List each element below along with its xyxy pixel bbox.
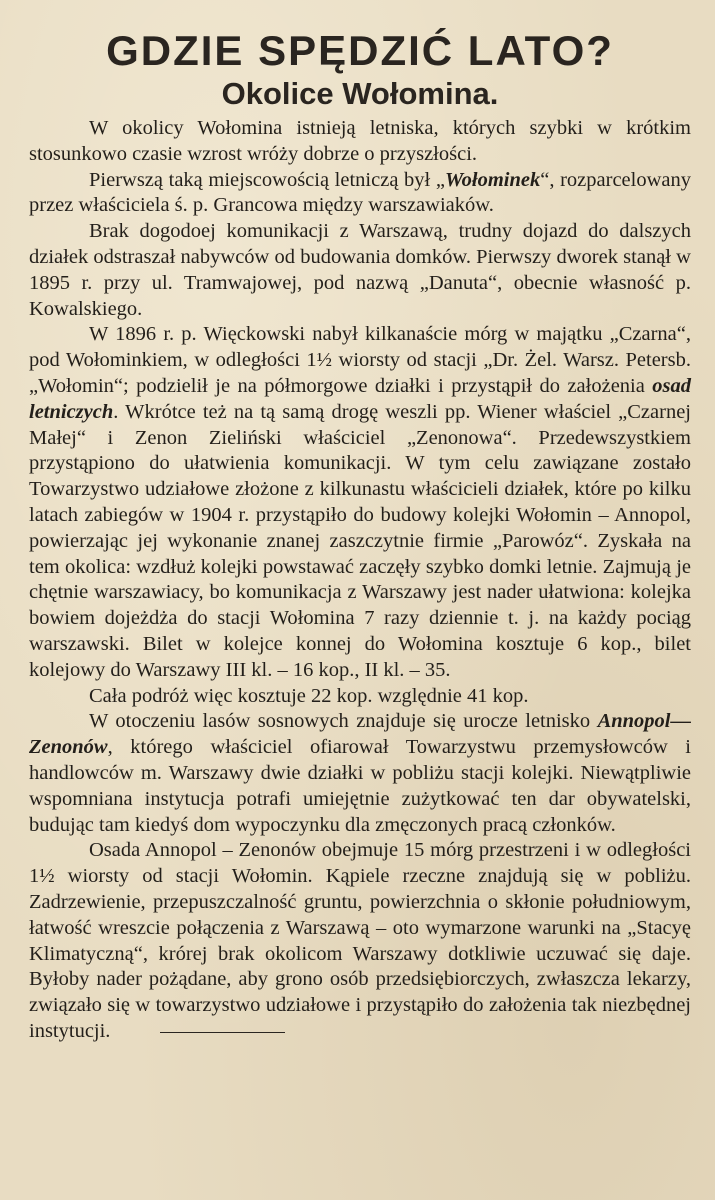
article-body <box>29 116 691 1045</box>
text-run: W okolicy Wołomina istnieją letniska, których szybki w krótkim stosunkowo czasie wzrost wróży dobrze o przyszłości. <box>29 117 691 165</box>
text-run: Brak dogodoej komunikacji z Warszawą, trudny dojazd do dalszych działek odstraszał nabywców od budowania domków. Pierwszy dworek stanął w 1895 r. przy ul. Tramwajowej, pod nazwą „Danuta“, obecnie własność p. Kowalskiego. <box>29 220 691 320</box>
text-run: Cała podróż więc kosztuje 22 kop. względnie 41 kop. <box>89 684 529 707</box>
text-run: “, rozparcelowany przez właściciela ś. p. Grancowa między warszawiaków. <box>29 168 691 217</box>
emphasized-name: Annopol—Zenonów <box>29 710 691 759</box>
closing-rule <box>160 1032 285 1033</box>
text-run: W otoczeniu lasów sosnowych znajduje się urocze letnisko <box>89 710 598 733</box>
text-run: Osada Annopol – Zenonów obejmuje 15 mórg przestrzeni i w odległości 1½ wiorsty od stacji Wołomin. Kąpiele rzeczne znajdują się w pobliżu. Zadrzewienie, przepuszczalność gruntu, powierzchnia o skłonie południowym, łatwość wreszcie połączenia z Warszawą – oto wymarzone warunki na „Stacyę Klimatyczną“, krórej brak okolicom Warszawy dotkliwie uczuwać się daje. Byłoby nader pożądane, aby grono osób przedsiębiorczych, zwłaszcza lekarzy, związało się w towarzystwo udziałowe i przystąpiło do założenia tak niezbędnej instytucji. <box>29 839 691 1042</box>
article-paragraph <box>29 116 691 168</box>
text-run: W 1896 r. p. Więckowski nabył kilkanaście mórg w majątku „Czarna“, pod Wołominkiem, w odległości 1½ wiorsty od stacji „Dr. Żel. Warsz. Petersb. „Wołomin“; podzielił je na półmorgowe działki i przystąpił do założenia <box>29 323 691 397</box>
article-paragraph <box>29 709 691 838</box>
text-run: . Wkrótce też na tą samą drogę weszli pp. Wiener właściel „Czarnej Małej“ i Zenon Zieliński właściciel „Zenonowa“. Przedewszystkiem przystąpiono do ułatwienia komunikacji. W tym celu zawiązane zostało Towarzystwo udziałowe złożone z kilkunastu właścicieli działek, które po kilku latach zabiegów w 1904 r. przystąpiło do budowy kolejki Wołomin – Annopol, powierzając jej wykonanie znanej zaszczytnie firmie „Parowóz“. Zyskała na tem okolica: wzdłuż kolejki powstawać zaczęły szybko domki letnie. Zajmują je chętnie warszawiacy, bo komunikacja z Warszawy jest nader ułatwiona: kolejka bowiem dojeżdża do stacji Wołomina 7 razy dziennie t. j. na każdy pociąg warszawski. Bilet w kolejce konnej do Wołomina kosztuje 6 kop., bilet kolejowy do Warszawy III kl. – 16 kop., II kl. – 35. <box>29 400 691 681</box>
article-paragraph <box>29 168 691 220</box>
article-paragraph <box>29 322 691 683</box>
text-run: Pierwszą taką miejscowością letniczą był „ <box>89 168 445 191</box>
article-paragraph <box>29 838 691 1044</box>
article-title: GDZIE SPĘDZIĆ LATO? <box>106 27 614 74</box>
article-paragraph <box>29 684 691 710</box>
article-subtitle: Okolice Wołomina. <box>221 76 499 111</box>
text-run: , którego właściciel ofiarował Towarzystwu przemysłowców i handlowców m. Warszawy dwie działki w pobliżu stacji kolejki. Niewątpliwie wspomniana instytucja potrafi umiejętnie zużytkować ten dar obywatelski, budując tam kiedyś dom wypoczynku dla zmęczonych pracą członków. <box>29 736 691 836</box>
emphasized-name: Wołominek <box>444 168 541 191</box>
emphasized-name: osad letniczych <box>29 374 691 423</box>
article-paragraph <box>29 219 691 322</box>
